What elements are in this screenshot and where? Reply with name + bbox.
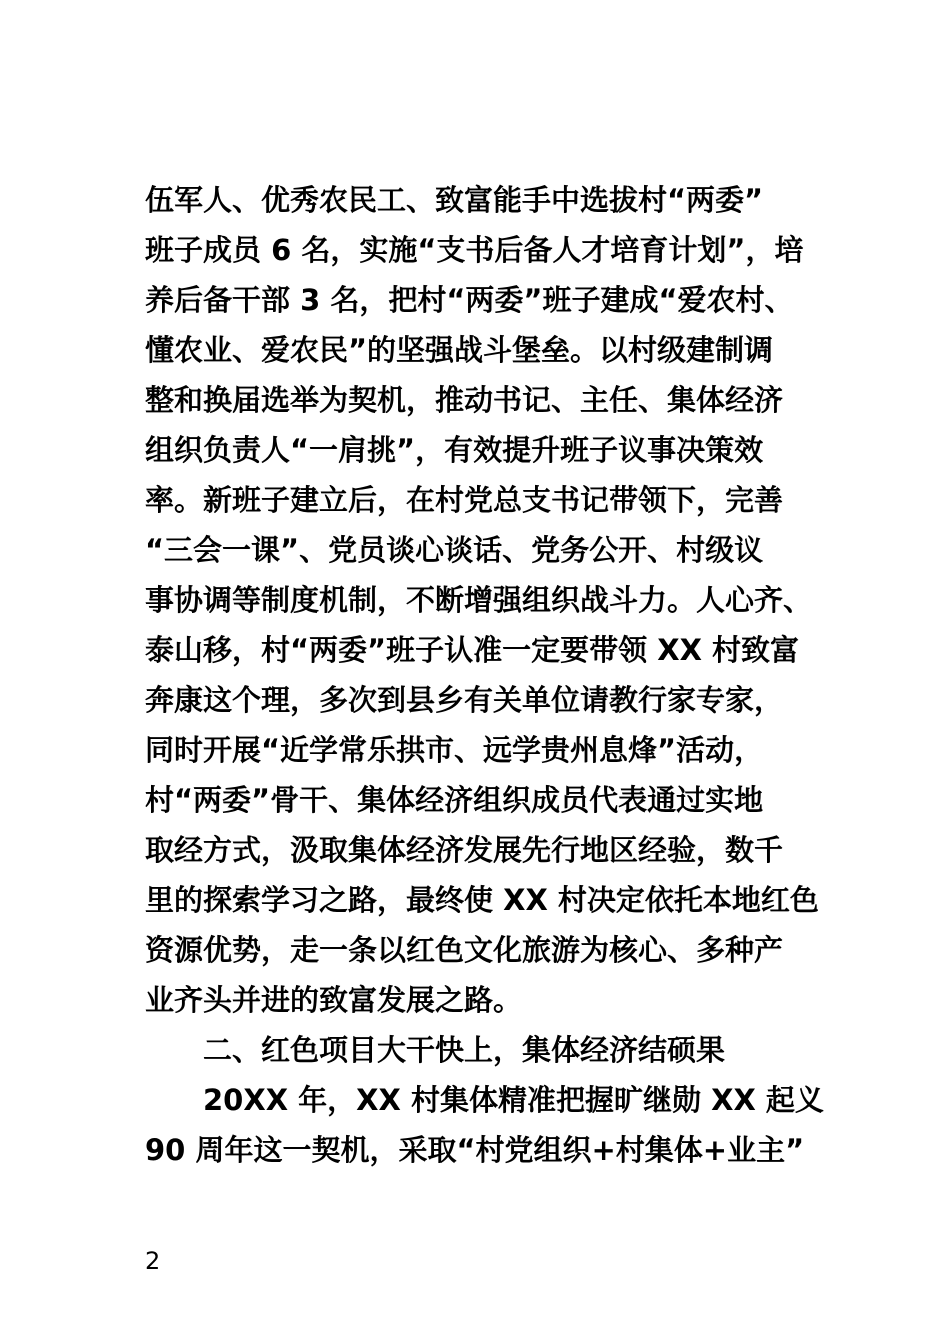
body-line: 业齐头并进的致富发展之路。 [145, 983, 523, 1017]
page-number: 2 [145, 1247, 161, 1275]
body-line: 90 周年这一契机，采取“村党组织+村集体+业主” [145, 1133, 805, 1167]
body-line: 伍军人、优秀农民工、致富能手中选拔村“两委” [145, 183, 764, 217]
body-line: 奔康这个理，多次到县乡有关单位请教行家专家， [145, 683, 784, 717]
body-line: 组织负责人“一肩挑”，有效提升班子议事决策效 [145, 433, 764, 467]
body-line: 养后备干部 3 名，把村“两委”班子建成“爱农村、 [145, 283, 794, 317]
body-line: 里的探索学习之路，最终使 XX 村决定依托本地红色 [145, 883, 819, 917]
body-line: 整和换届选举为契机，推动书记、主任、集体经济 [145, 383, 784, 417]
body-line: 20XX 年，XX 村集体精准把握旷继勋 XX 起义 [203, 1083, 824, 1117]
body-line: 村“两委”骨干、集体经济组织成员代表通过实地 [145, 783, 764, 817]
body-line: 班子成员 6 名，实施“支书后备人才培育计划”，培 [145, 233, 804, 267]
section-heading: 二、红色项目大干快上，集体经济结硕果 [203, 1033, 726, 1067]
body-line: 资源优势，走一条以红色文化旅游为核心、多种产 [145, 933, 784, 967]
body-line: 率。新班子建立后，在村党总支书记带领下，完善 [145, 483, 784, 517]
body-line: 泰山移，村“两委”班子认准一定要带领 XX 村致富 [145, 633, 800, 667]
body-line: “三会一课”、党员谈心谈话、党务公开、村级议 [145, 533, 764, 567]
body-line: 同时开展“近学常乐拱市、远学贵州息烽”活动， [145, 733, 764, 767]
body-line: 懂农业、爱农民”的坚强战斗堡垒。以村级建制调 [145, 333, 774, 367]
body-line: 取经方式，汲取集体经济发展先行地区经验，数千 [145, 833, 784, 867]
body-line: 事协调等制度机制，不断增强组织战斗力。人心齐、 [145, 583, 813, 617]
